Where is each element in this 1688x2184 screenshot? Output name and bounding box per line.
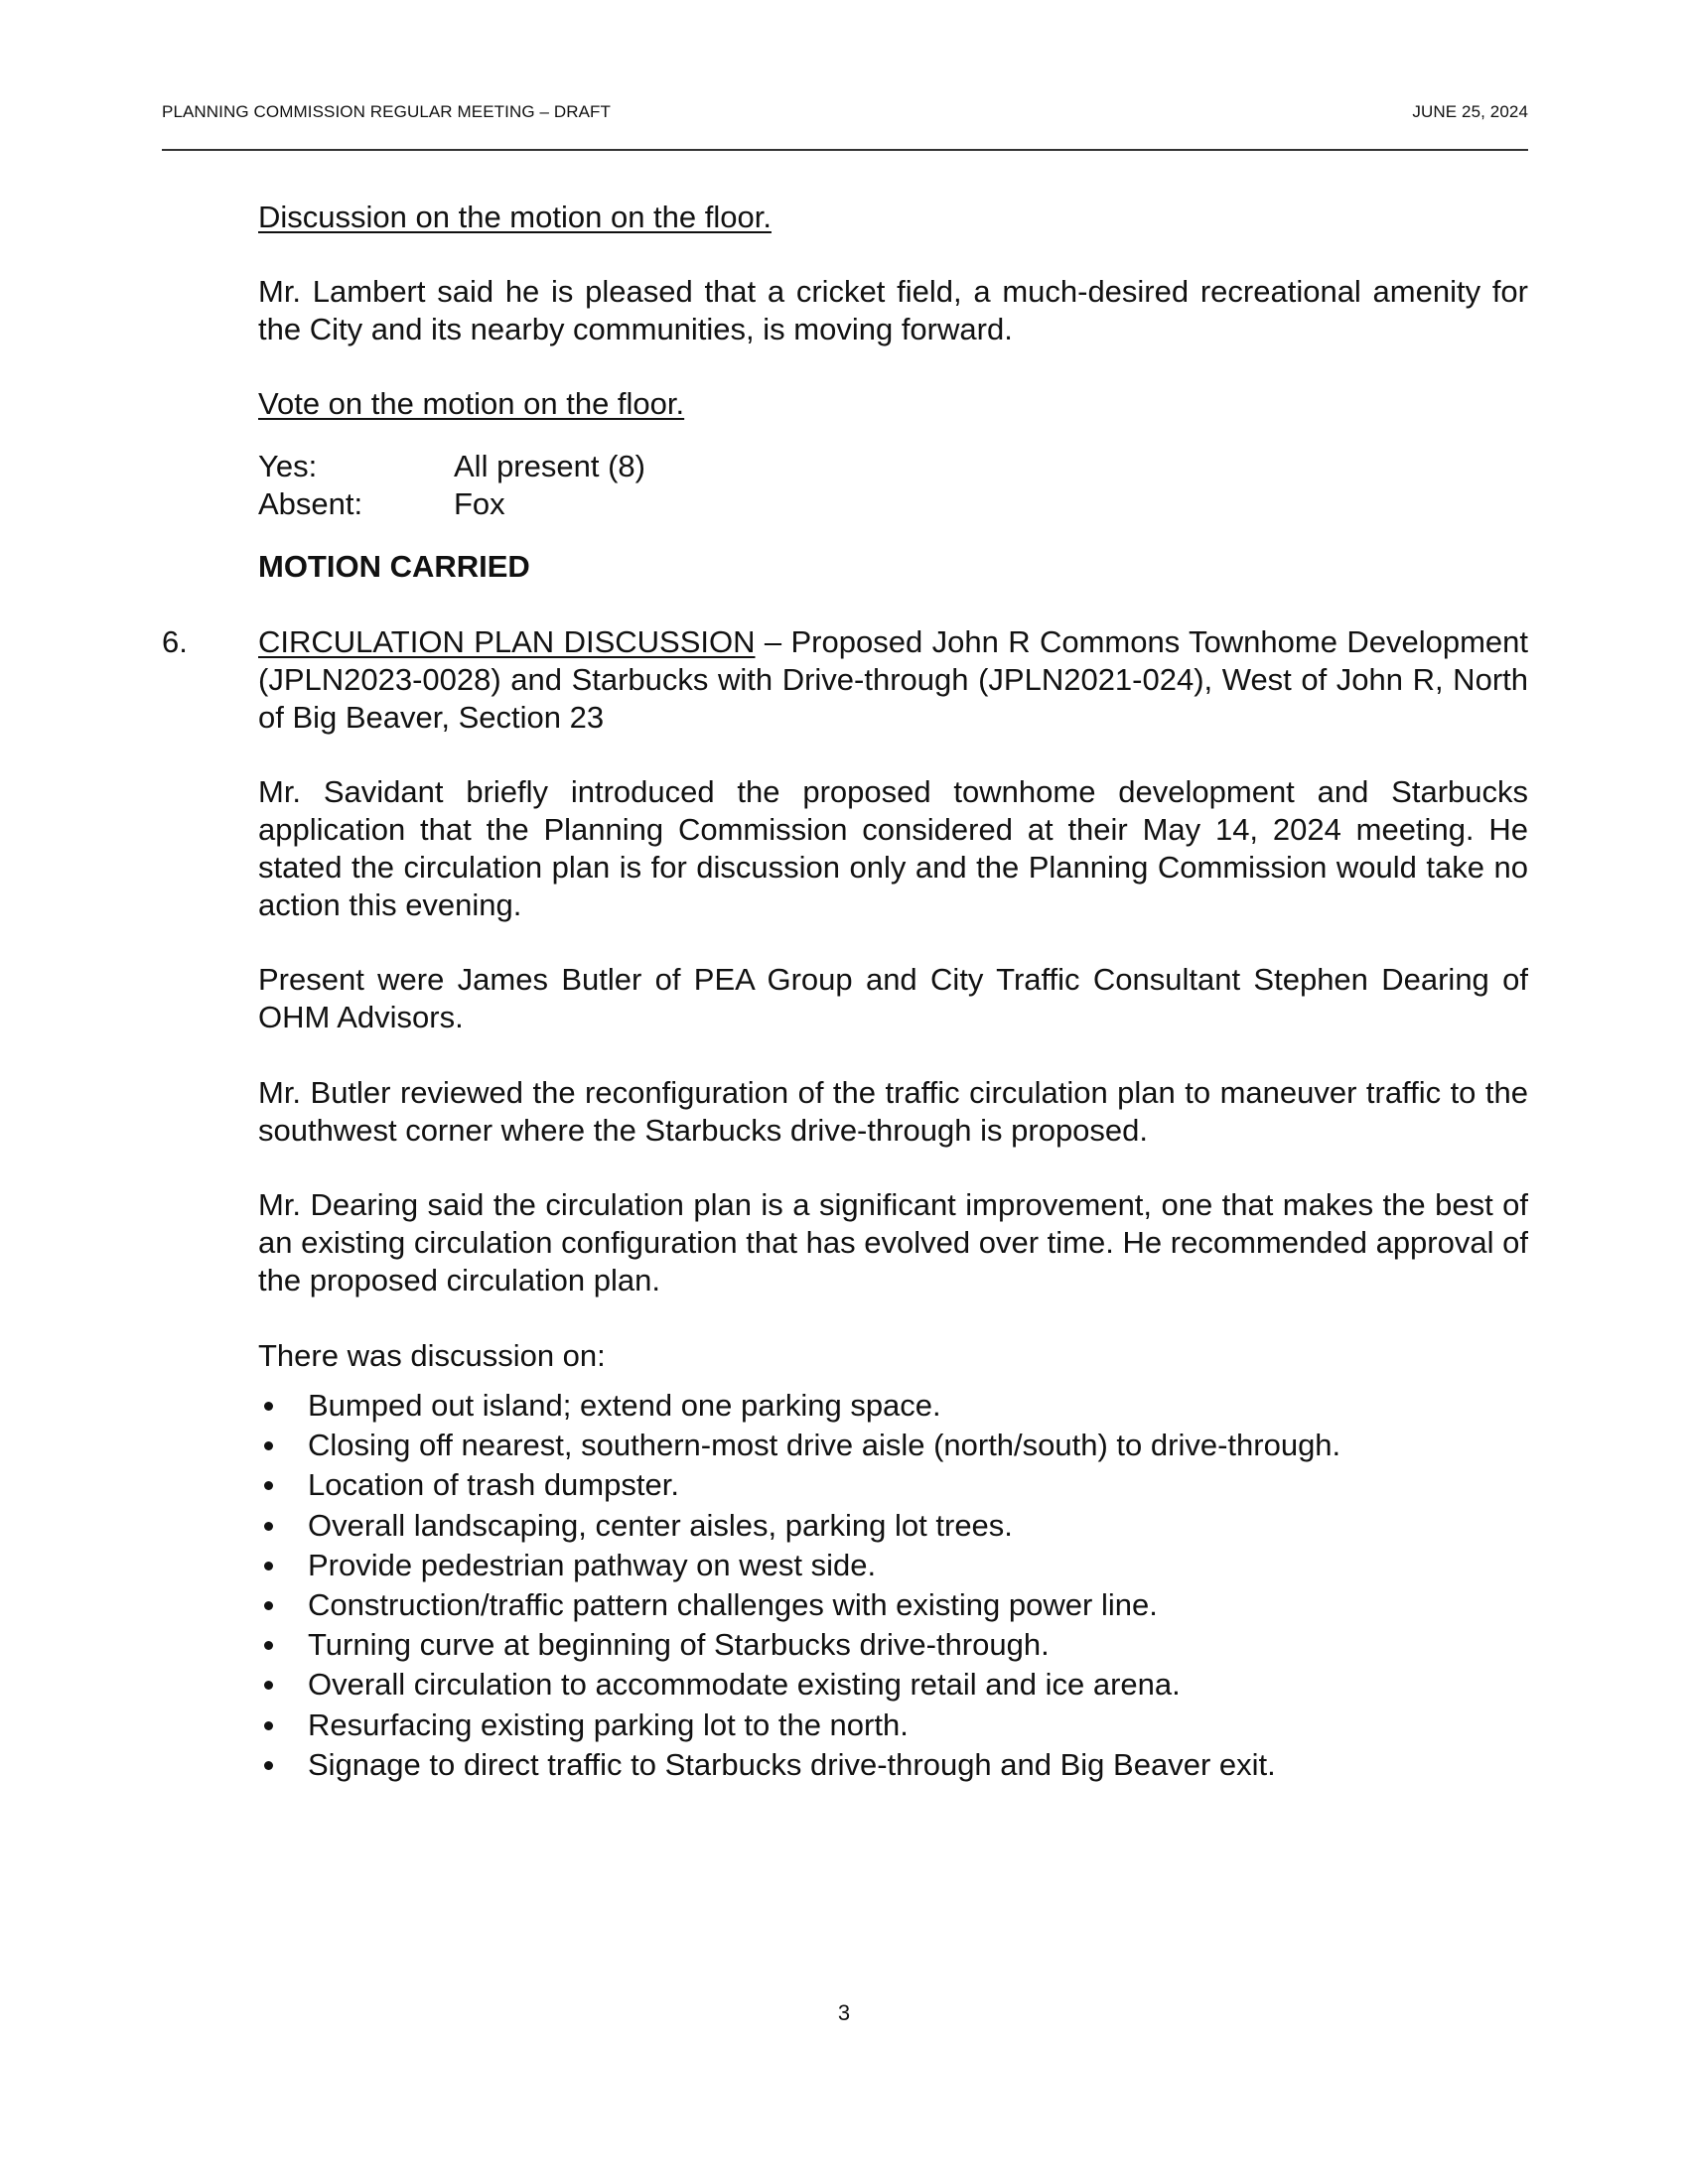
bullet-icon xyxy=(264,1681,273,1690)
list-item-text: Resurfacing existing parking lot to the north. xyxy=(308,1706,909,1742)
bullet-icon xyxy=(264,1522,273,1531)
agenda-item-number: 6. xyxy=(162,624,188,659)
motion-result: MOTION CARRIED xyxy=(258,549,530,584)
list-item xyxy=(258,1546,1528,1585)
agenda-item-description: – Proposed John R Commons Townhome Development (JPLN2023-0028) and Starbucks with Drive-through (JPLN2021-024), West of John R, North of Big Beaver, Section 23 xyxy=(258,624,1529,735)
bullet-icon xyxy=(264,1721,273,1730)
list-item-text: Location of trash dumpster. xyxy=(308,1467,679,1503)
vote-heading-text: Vote on the motion on the floor. xyxy=(258,386,685,421)
vote-absent-label: Absent: xyxy=(258,486,363,521)
list-item xyxy=(258,1585,1528,1625)
list-item-text: Turning curve at beginning of Starbucks drive-through. xyxy=(308,1627,1050,1663)
bullet-icon xyxy=(264,1761,273,1770)
list-item-text: Overall circulation to accommodate existing retail and ice arena. xyxy=(308,1667,1181,1703)
bullet-icon xyxy=(264,1441,273,1450)
list-item-text: Closing off nearest, southern-most drive aisle (north/south) to drive-through. xyxy=(308,1428,1341,1463)
list-item xyxy=(258,1706,1528,1745)
agenda-item-heading xyxy=(258,623,1528,737)
list-item xyxy=(258,1745,1528,1785)
list-item xyxy=(258,1665,1528,1705)
meeting-date: JUNE 25, 2024 xyxy=(1412,102,1528,121)
header-divider xyxy=(162,149,1528,151)
list-item xyxy=(258,1625,1528,1665)
meeting-title: PLANNING COMMISSION REGULAR MEETING – DRAFT xyxy=(162,102,612,121)
list-item-text: Overall landscaping, center aisles, parking lot trees. xyxy=(308,1507,1013,1543)
list-item-text: Construction/traffic pattern challenges with existing power line. xyxy=(308,1587,1158,1623)
page-number: 3 xyxy=(837,2000,851,2025)
present-paragraph: Present were James Butler of PEA Group and City Traffic Consultant Stephen Dearing of OHM Advisors. xyxy=(258,962,1528,1034)
lambert-paragraph: Mr. Lambert said he is pleased that a cricket field, a much-desired recreational amenity for the City and its nearby communities, is moving forward. xyxy=(258,274,1528,346)
dearing-paragraph: Mr. Dearing said the circulation plan is a significant improvement, one that makes the best of an existing circulation configuration that has evolved over time. He recommended approval of the proposed circulation plan. xyxy=(258,1187,1528,1297)
butler-paragraph: Mr. Butler reviewed the reconfiguration of the traffic circulation plan to maneuver traffic to the southwest corner where the Starbucks drive-through is proposed. xyxy=(258,1075,1528,1148)
savidant-paragraph: Mr. Savidant briefly introduced the proposed townhome development and Starbucks application that the Planning Commission considered at their May 14, 2024 meeting. He stated the circulation plan is for discussion only and the Planning Commission would take no action this evening. xyxy=(258,774,1528,922)
vote-heading xyxy=(258,385,1528,423)
list-item-text: Bumped out island; extend one parking space. xyxy=(308,1388,941,1423)
list-item xyxy=(258,1465,1528,1505)
bullet-icon xyxy=(264,1481,273,1490)
discussion-list xyxy=(258,1386,1528,1785)
vote-absent-value: Fox xyxy=(454,486,505,521)
discussion-heading-text: Discussion on the motion on the floor. xyxy=(258,200,772,234)
list-item xyxy=(258,1506,1528,1546)
vote-yes-value: All present (8) xyxy=(454,449,645,483)
discussion-heading xyxy=(258,199,1528,236)
list-item xyxy=(258,1386,1528,1426)
bullet-icon xyxy=(264,1641,273,1650)
bullet-icon xyxy=(264,1402,273,1411)
bullet-icon xyxy=(264,1562,273,1570)
list-item-text: Signage to direct traffic to Starbucks drive-through and Big Beaver exit. xyxy=(308,1746,1276,1782)
vote-yes-label: Yes: xyxy=(258,449,318,483)
bullet-icon xyxy=(264,1601,273,1610)
agenda-item-title: CIRCULATION PLAN DISCUSSION xyxy=(258,624,756,659)
discussion-intro: There was discussion on: xyxy=(258,1338,606,1373)
list-item-text: Provide pedestrian pathway on west side. xyxy=(308,1547,877,1582)
list-item xyxy=(258,1426,1528,1465)
